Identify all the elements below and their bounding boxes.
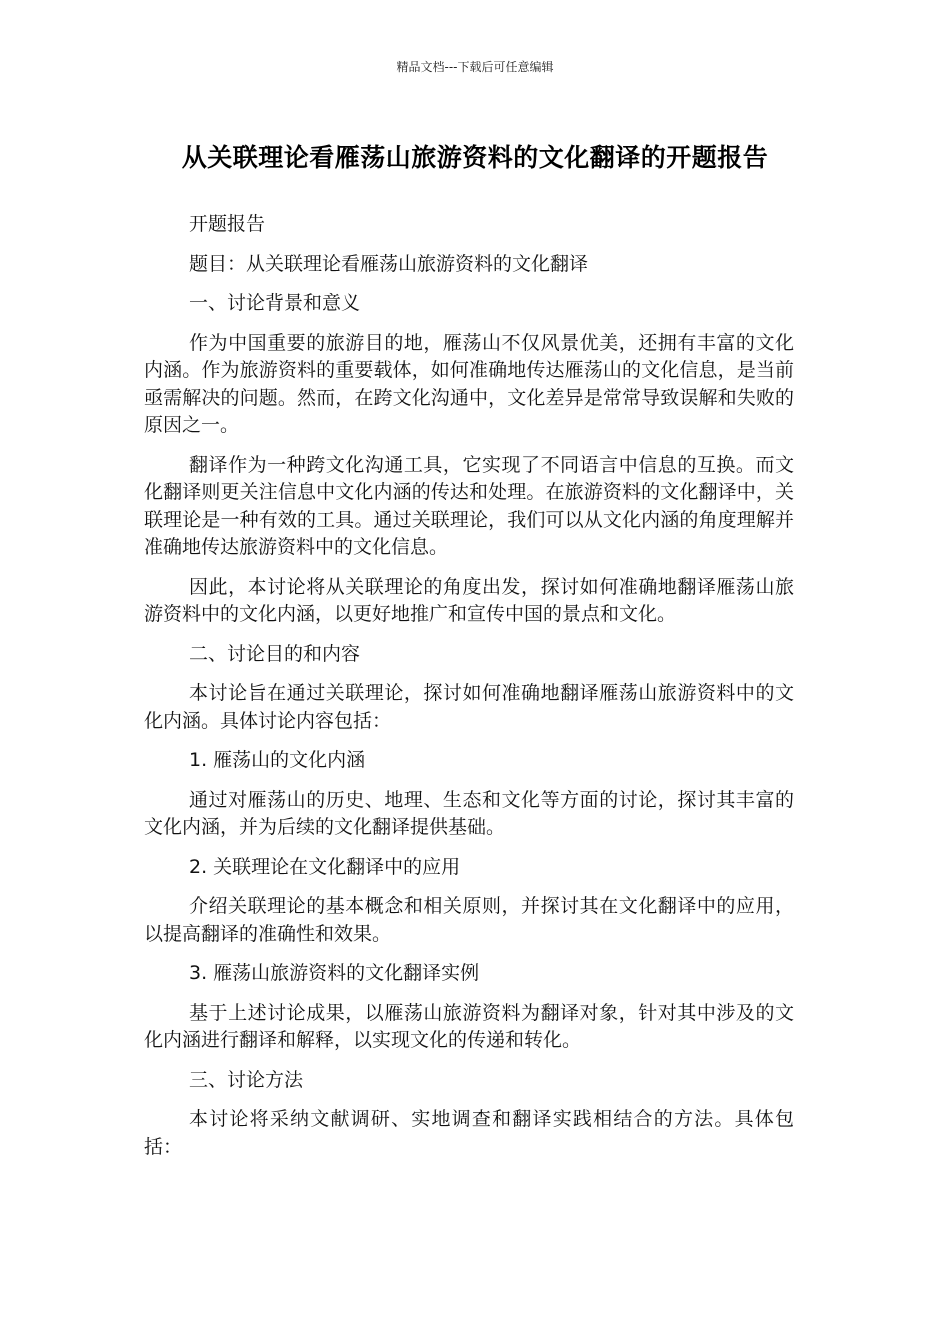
paragraph: 翻译作为一种跨文化沟通工具，它实现了不同语言中信息的互换。而文化翻译则更关注信息中文化内涵的传达和处理。在旅游资料的文化翻译中，关联理论是一种有效的工具。通过关联理论，我们可以从文化内涵的角度理解并准确地传达旅游资料中的文化信息。 bbox=[144, 453, 794, 558]
paragraph: 本讨论将采纳文献调研、实地调查和翻译实践相结合的方法。具体包括： bbox=[144, 1108, 794, 1158]
paragraph: 本讨论旨在通过关联理论，探讨如何准确地翻译雁荡山旅游资料中的文化内涵。具体讨论内容包括： bbox=[144, 682, 794, 732]
paragraph: 基于上述讨论成果，以雁荡山旅游资料为翻译对象，针对其中涉及的文化内涵进行翻译和解释，以实现文化的传递和转化。 bbox=[144, 1001, 794, 1051]
section-label: 开题报告 bbox=[189, 213, 266, 235]
paragraph: 作为中国重要的旅游目的地，雁荡山不仅风景优美，还拥有丰富的文化内涵。作为旅游资料的重要载体，如何准确地传达雁荡山的文化信息，是当前亟需解决的问题。然而，在跨文化沟通中，文化差异是常常导致误解和失败的原因之一。 bbox=[144, 331, 794, 436]
paragraph: 因此，本讨论将从关联理论的角度出发，探讨如何准确地翻译雁荡山旅游资料中的文化内涵，以更好地推广和宣传中国的景点和文化。 bbox=[144, 575, 794, 625]
document-body bbox=[144, 211, 794, 1173]
section-heading: 一、讨论背景和意义 bbox=[189, 292, 361, 314]
section-heading: 三、讨论方法 bbox=[189, 1068, 304, 1091]
paragraph: 介绍关联理论的基本概念和相关原则，并探讨其在文化翻译中的应用，以提高翻译的准确性和效果。 bbox=[144, 895, 794, 945]
paragraph: 通过对雁荡山的历史、地理、生态和文化等方面的讨论，探讨其丰富的文化内涵，并为后续的文化翻译提供基础。 bbox=[144, 788, 794, 838]
section-heading: 二、讨论目的和内容 bbox=[189, 642, 361, 665]
document-title: 从关联理论看雁荡山旅游资料的文化翻译的开题报告 bbox=[181, 143, 769, 172]
subsection-heading: 3. 雁荡山旅游资料的文化翻译实例 bbox=[189, 962, 480, 984]
header-note: 精品文档---下载后可任意编辑 bbox=[396, 60, 554, 74]
subsection-heading: 1. 雁荡山的文化内涵 bbox=[189, 749, 366, 771]
subsection-heading: 2. 关联理论在文化翻译中的应用 bbox=[189, 855, 461, 878]
topic-line: 题目：从关联理论看雁荡山旅游资料的文化翻译 bbox=[189, 252, 589, 275]
